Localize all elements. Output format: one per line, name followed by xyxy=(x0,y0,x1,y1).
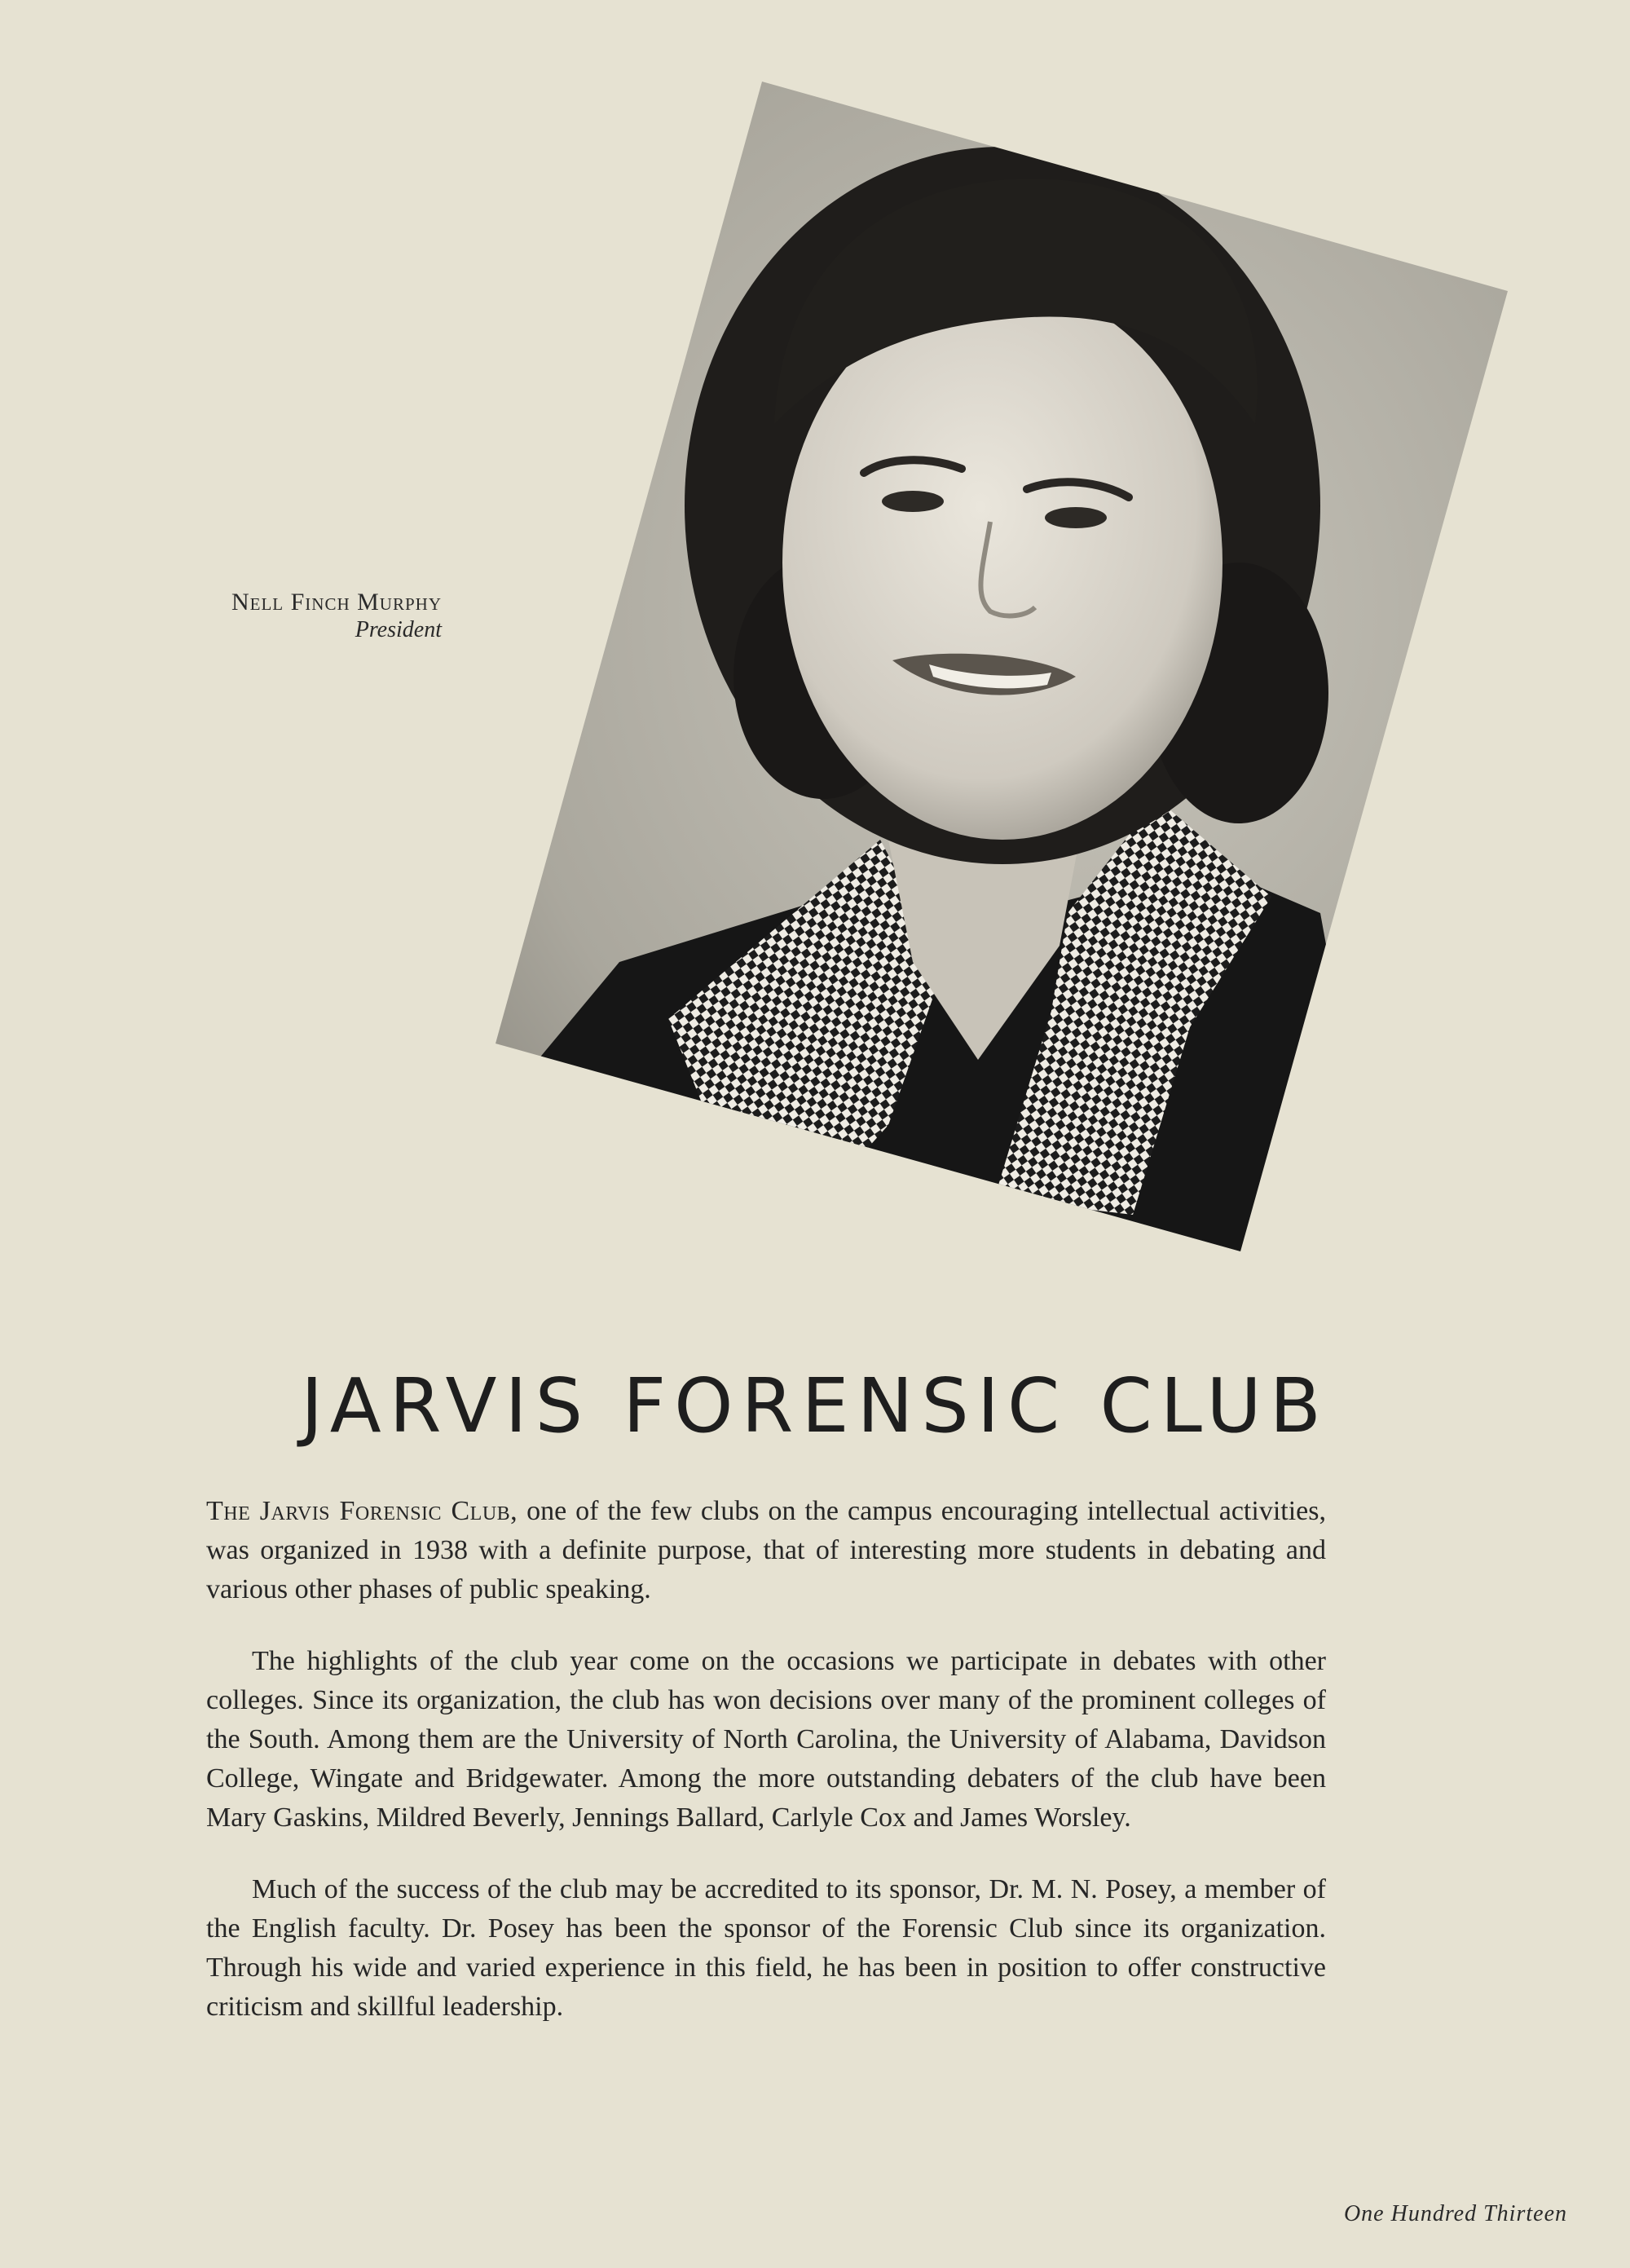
caption-name: Nell Finch Murphy xyxy=(231,589,442,616)
paragraph-3: Much of the success of the club may be accredited to its sponsor, Dr. M. N. Posey, a member of the English faculty. Dr. Posey has been the sponsor of the Forensic Club since its organization. Through his wide and varied experience in this field, he has been in position to offer constructive criticism and skillful leadership. xyxy=(206,1874,1326,2022)
page-number: One Hundred Thirteen xyxy=(1343,2201,1567,2226)
paragraph-1-lead: The Jarvis Forensic Club, xyxy=(206,1496,518,1526)
paragraph-1 xyxy=(206,1492,1326,1609)
paragraph-1-text: one of the few clubs on the campus encouraging intellectual activities, was organized in 1938 with a definite purpose, that of interesting more students in debating and various other phases of public speaking. xyxy=(206,1496,1326,1604)
article-body xyxy=(206,1492,1326,2059)
caption-role: President xyxy=(355,617,442,642)
page-title: JARVIS FORENSIC CLUB xyxy=(301,1362,1329,1449)
paragraph-2: The highlights of the club year come on the occasions we participate in debates with other colleges. Since its organization, the club has won decisions over many of the prominent colleges of the South. Among them are the University of North Carolina, the University of Alabama, Davidson College, Wingate and Bridgewater. Among the more outstanding debaters of the club have been Mary Gaskins, Mildred Beverly, Jennings Ballard, Carlyle Cox and James Worsley. xyxy=(206,1646,1326,1833)
